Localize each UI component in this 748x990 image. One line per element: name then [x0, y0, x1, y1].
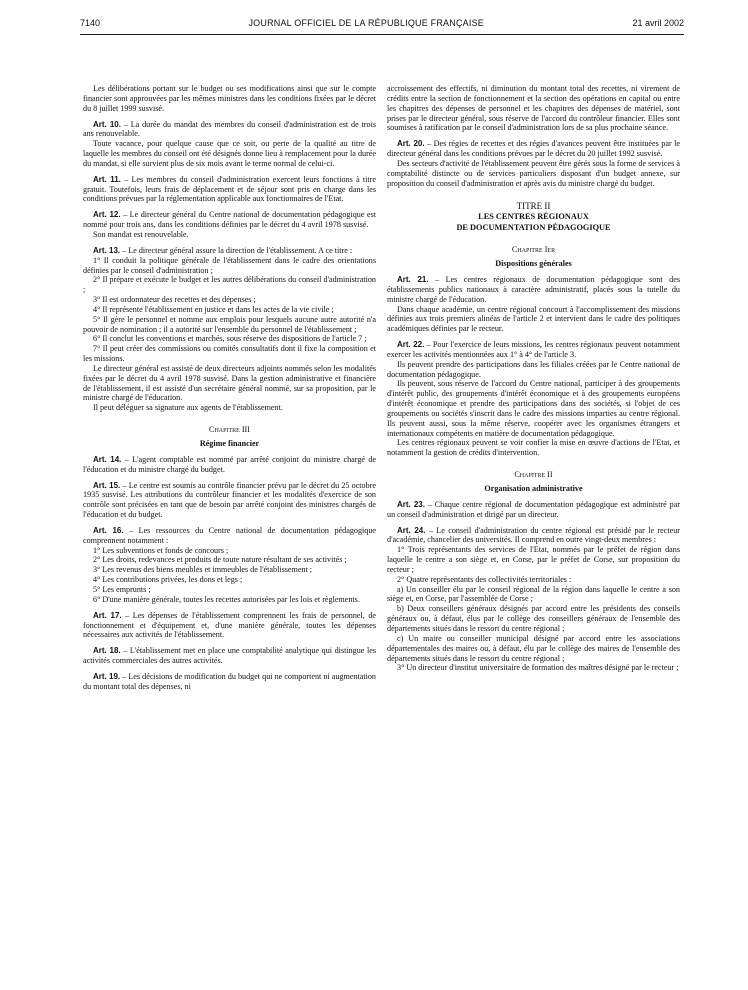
paragraph-text: Des secteurs d'activité de l'établissement peuvent être gérés sous la forme de services à comptabilité distincte ou de services particuliers disposant d'un budget annexe, sur proposition du conseil d'administration et après avis du ministre chargé du budget. [387, 158, 680, 188]
journal-title: JOURNAL OFFICIEL DE LA RÉPUBLIQUE FRANÇAISE [248, 18, 484, 28]
chapter-heading: Chapitre III [209, 425, 250, 435]
paragraph-text: – Le directeur général du Centre national de documentation pédagogique est nommé pour trois ans, dans les conditions définies par le décret du 4 avril 1978 susvisé. [83, 210, 376, 230]
paragraph-text: Ils peuvent prendre des participations dans les filiales créées par le Centre national de documentation pédagogique. [387, 359, 680, 379]
paragraph [387, 545, 680, 575]
paragraph [387, 663, 680, 673]
paragraph-text: 7° Il peut créer des commissions ou comités consultatifs dont il fixe la composition et les missions. [83, 344, 376, 364]
paragraph-text: – Les centres régionaux de documentation pédagogique sont des établissements publics nationaux à caractère administratif, placés sous la tutelle du ministre chargé de l'éducation. [387, 274, 680, 304]
paragraph-text: 2° Il prépare et exécute le budget et les autres délibérations du conseil d'administration ; [83, 275, 376, 295]
paragraph-text: accroissement des effectifs, ni diminution du montant total des recettes, ni virement de crédits entre la section de fonctionnement et la section des opérations en capital ou entre les chapitres des dépenses de personnel et les chapitres des dépenses de matériel, sont prises par le directeur général, sous réserve de l'accord du contrôleur financier. Elles sont soumises à ratification par le conseil d'administration lors de sa plus prochaine séance. [387, 84, 680, 133]
section-heading: Dispositions générales [495, 259, 572, 269]
section-heading: Organisation administrative [484, 484, 583, 493]
article-paragraph [83, 481, 376, 520]
paragraph-text: – Le conseil d'administration du centre régional est présidé par le recteur d'académie, chancelier des universités. Il comprend en outre vingt-deux membres : [387, 525, 680, 545]
paragraph [83, 315, 376, 335]
paragraph-text: 6° Il conclut les conventions et marchés, sous réserve des dispositions de l'article 7 ; [93, 334, 367, 344]
paragraph-text: Les centres régionaux peuvent se voir confier la mise en œuvre d'actions de l'Etat, et notamment la gestion de crédits d'intervention. [387, 438, 680, 458]
paragraph-text: – Le centre est soumis au contrôle financier prévu par le décret du 25 octobre 1935 susvisé. Les attributions du contrôleur financier et les modalités d'exercice de son contrôle sont précisées en tant que de besoin par arrêté conjoint des ministres chargés de l'éducation et du budget. [83, 480, 376, 520]
article-paragraph [387, 340, 680, 360]
paragraph [83, 84, 376, 114]
article-number: Art. 22. [397, 340, 425, 350]
paragraph-text: 1° Les subventions et fonds de concours ; [93, 545, 229, 555]
title-heading: TITRE II [516, 201, 551, 212]
chapter-heading: Chapitre II [514, 470, 553, 480]
paragraph-text: – Des régies de recettes et des régies d'avances peuvent être instituées par le directeur général dans les conditions prévues par le décret du 20 juillet 1992 susvisé. [387, 139, 681, 159]
paragraph [387, 360, 680, 380]
chapter-heading: Chapitre Ier [511, 245, 556, 255]
article-paragraph [83, 611, 376, 641]
title-subheading: LES CENTRES RÉGIONAUX [478, 212, 589, 222]
paragraph [387, 438, 680, 458]
paragraph-text: Son mandat est renouvelable. [93, 229, 189, 239]
paragraph-text: – Les décisions de modification du budget qui ne comportent ni augmentation du montant total des dépenses, ni [83, 671, 376, 691]
paragraph [387, 84, 680, 133]
paragraph [83, 585, 376, 595]
article-number: Art. 14. [93, 454, 122, 464]
paragraph-text: – L'agent comptable est nommé par arrêté conjoint du ministre chargé de l'éducation et du ministre chargé du budget. [83, 454, 376, 474]
paragraph [83, 344, 376, 364]
article-number: Art. 15. [93, 480, 121, 490]
paragraph [83, 546, 376, 556]
article-paragraph [83, 175, 376, 205]
paragraph-text: 2° Les droits, redevances et produits de toute nature résultant de ses activités ; [93, 555, 347, 565]
paragraph-text: Dans chaque académie, un centre régional concourt à l'accomplissement des missions définies aux trois premiers alinéas de l'article 2 et intervient dans le cadre des politiques académiques définies par le recteur. [387, 304, 680, 334]
paragraph-text: 5° Les emprunts ; [93, 584, 151, 594]
article-number: Art. 10. [93, 119, 121, 129]
article-paragraph [83, 455, 376, 475]
paragraph-text: Le directeur général est assisté de deux directeurs adjoints nommés selon les modalités fixées par le décret du 4 avril 1978 susvisé. Dans la gestion administrative et financière de l'établissement, il est assisté d'un secrétaire général nommé, sur sa proposition, par le ministre chargé de l'éducation. [83, 363, 376, 403]
article-number: Art. 24. [397, 525, 426, 535]
section-heading: Régime financier [199, 439, 260, 448]
article-paragraph [83, 646, 376, 666]
paragraph [83, 334, 376, 344]
paragraph [83, 565, 376, 575]
paragraph [83, 555, 376, 565]
paragraph [387, 379, 680, 438]
paragraph [387, 305, 680, 335]
paragraph [83, 403, 376, 413]
article-paragraph [387, 526, 680, 546]
article-number: Art. 11. [93, 174, 121, 184]
paragraph-text: 3° Les revenus des biens meubles et immeubles de l'établissement ; [93, 565, 313, 575]
page-number: 7140 [80, 18, 101, 28]
paragraph-text: – Chaque centre régional de documentation pédagogique est administré par un conseil d'administration et dirigé par un directeur. [387, 499, 681, 519]
paragraph-text: Toute vacance, pour quelque cause que ce soit, ou perte de la qualité au titre de laquelle les membres du conseil ont été désignés donne lieu à remplacement pour la durée du mandat, si elle survient plus de six mois avant le terme normal de celui-ci. [83, 139, 376, 168]
paragraph-text: 3° Il est ordonnateur des recettes et des dépenses ; [93, 295, 256, 305]
paragraph-text: – La durée du mandat des membres du conseil d'administration est de trois ans renouvelable. [83, 119, 376, 139]
article-paragraph [83, 246, 376, 256]
article-paragraph [387, 139, 680, 159]
paragraph-text: 1° Trois représentants des services de l'Etat, nommés par le préfet de région dans laquelle le centre a son siège et, en Corse, par le préfet de Corse, sur proposition du recteur ; [387, 545, 680, 574]
paragraph-text: Il peut déléguer sa signature aux agents de l'établissement. [93, 403, 283, 413]
article-number: Art. 19. [93, 671, 121, 681]
article-paragraph [83, 526, 376, 546]
paragraph [387, 634, 680, 664]
paragraph [387, 575, 680, 585]
paragraph-text: – L'établissement met en place une comptabilité analytique qui distingue les activités commerciales des autres activités. [83, 646, 377, 666]
paragraph-text: Les délibérations portant sur le budget ou ses modifications ainsi que sur le compte financier sont approuvées par les mêmes ministres dans les conditions fixées par le décret du 8 juillet 1999 susvisé. [83, 84, 376, 113]
paragraph [83, 295, 376, 305]
article-number: Art. 18. [93, 646, 121, 656]
paragraph-text: 2° Quatre représentants des collectivités territoriales : [397, 574, 572, 584]
article-paragraph [387, 275, 680, 305]
paragraph [83, 256, 376, 276]
paragraph-text: – Pour l'exercice de leurs missions, les centres régionaux peuvent notamment exercer les activités mentionnées aux 1° à 4° de l'article 3. [387, 340, 680, 359]
article-number: Art. 21. [397, 274, 429, 284]
paragraph-text: 1° Il conduit la politique générale de l'établissement dans le cadre des orientations définies par le conseil d'administration ; [83, 255, 376, 275]
right-text-column [387, 84, 680, 673]
article-number: Art. 23. [397, 499, 425, 509]
paragraph-text: – Le directeur général assure la direction de l'établissement. A ce titre : [120, 245, 353, 255]
paragraph-text: 3° Un directeur d'institut universitaire de formation des maîtres désigné par le recteur ; [397, 663, 679, 673]
paragraph [83, 595, 376, 605]
publication-date: 21 avril 2002 [632, 18, 684, 28]
paragraph-text: 5° Il gère le personnel et nomme aux emplois pour lesquels aucune autre autorité n'a pouvoir de nomination ; il a autorité sur l'ensemble du personnel de l'établissement ; [83, 314, 376, 334]
article-number: Art. 20. [397, 139, 425, 149]
paragraph-text: b) Deux conseillers généraux désignés par accord entre les présidents des conseils généraux ou, à défaut, élus par le collège des conseillers généraux de l'ensemble des départements situés dans le ressort du centre régional ; [387, 604, 680, 633]
paragraph [83, 575, 376, 585]
paragraph [83, 230, 376, 240]
article-number: Art. 16. [93, 525, 124, 535]
paragraph-text: – Les ressources du Centre national de documentation pédagogique comprennent notamment : [83, 525, 376, 545]
page-header [80, 12, 684, 35]
paragraph [83, 275, 376, 295]
paragraph [387, 159, 680, 189]
paragraph [83, 305, 376, 315]
article-number: Art. 13. [93, 245, 121, 255]
paragraph-text: 6° D'une manière générale, toutes les recettes autorisées par les lois et règlements. [93, 594, 360, 604]
article-paragraph [83, 120, 376, 140]
article-paragraph [83, 210, 376, 230]
paragraph-text: 4° Il représente l'établissement en justice et dans les actes de la vie civile ; [93, 304, 334, 314]
paragraph [387, 604, 680, 634]
left-text-column [83, 84, 376, 692]
article-paragraph [83, 672, 376, 692]
paragraph-text: a) Un conseiller élu par le conseil régional de la région dans laquelle le centre a son siège et, en Corse, par l'assemblée de Corse ; [387, 584, 680, 604]
paragraph-text: – Les dépenses de l'établissement comprennent les frais de personnel, de fonctionnement et d'équipement et, d'une manière générale, toutes les dépenses nécessaires aux activités de l'établissement. [83, 610, 376, 640]
article-number: Art. 12. [93, 210, 121, 220]
article-number: Art. 17. [93, 610, 122, 620]
title-subheading: DE DOCUMENTATION PÉDAGOGIQUE [456, 222, 611, 232]
paragraph-text: – Les membres du conseil d'administration exercent leurs fonctions à titre gratuit. Toutefois, leurs frais de déplacement et de séjour sont pris en charge dans les conditions prévues par la réglementation applicable aux fonctionnaires de l'Etat. [83, 174, 376, 204]
paragraph-text: 4° Les contributions privées, les dons et legs ; [93, 575, 243, 585]
paragraph [83, 139, 376, 169]
article-paragraph [387, 500, 680, 520]
paragraph [387, 585, 680, 605]
paragraph-text: Ils peuvent, sous réserve de l'accord du Centre national, participer à des groupements d'intérêt public, des groupements d'intérêt économique et à des groupements européens d'intérêt économique et prendre des participations dans des sociétés, si l'objet de ces groupements ou sociétés s'inscrit dans le cadre des missions imparties au centre régional. Ils peuvent aussi, sous la même réserve, coopérer avec les organismes étrangers et internationaux compétents en matière de documentation pédagogique. [387, 379, 680, 438]
paragraph [83, 364, 376, 403]
paragraph-text: c) Un maire ou conseiller municipal désigné par accord entre les associations départementales des maires ou, à défaut, élu par le collège des maires de l'ensemble des départements situés dans le ressort du centre régional ; [387, 633, 680, 663]
